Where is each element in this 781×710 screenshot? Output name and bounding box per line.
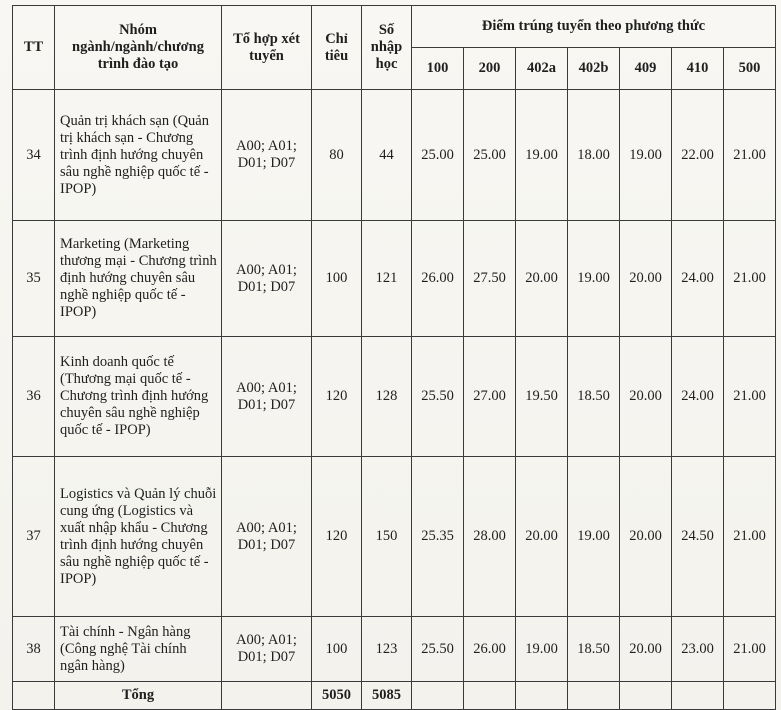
cell-score: 19.00	[620, 90, 672, 221]
cell-score: 23.00	[672, 617, 724, 682]
header-to-hop: Tổ hợp xét tuyển	[222, 6, 312, 90]
cell-nganh: Tài chính - Ngân hàng (Công nghệ Tài chính ngân hàng)	[55, 617, 222, 682]
table-row	[13, 90, 776, 221]
cell-score: 19.50	[516, 337, 568, 457]
cell-score: 21.00	[724, 457, 776, 617]
cell-score: 27.50	[464, 221, 516, 337]
header-method: 402b	[568, 48, 620, 90]
cell-score: 21.00	[724, 221, 776, 337]
cell-nganh: Quản trị khách sạn (Quản trị khách sạn - Chương trình định hướng chuyên sâu nghề nghiệp quốc tế - IPOP)	[55, 90, 222, 221]
cell-so-nhap-hoc: 44	[362, 90, 412, 221]
cell-so-nhap-hoc: 150	[362, 457, 412, 617]
cell-score: 19.00	[516, 617, 568, 682]
header-diem-group: Điểm trúng tuyển theo phương thức	[412, 6, 776, 48]
cell-score: 20.00	[516, 221, 568, 337]
cell-nganh: Marketing (Marketing thương mại - Chương trình định hướng chuyên sâu nghề nghiệp quốc tế - IPOP)	[55, 221, 222, 337]
cell-score: 18.50	[568, 617, 620, 682]
cell-so-nhap-hoc: 128	[362, 337, 412, 457]
cell-score: 24.00	[672, 221, 724, 337]
header-method: 402a	[516, 48, 568, 90]
cell-score: 19.00	[516, 90, 568, 221]
cell-score: 20.00	[516, 457, 568, 617]
cell-score: 19.00	[568, 221, 620, 337]
cell-score: 25.00	[412, 90, 464, 221]
header-method: 409	[620, 48, 672, 90]
cell-to-hop: A00; A01; D01; D07	[222, 90, 312, 221]
cell-score: 28.00	[464, 457, 516, 617]
cell-score: 25.00	[464, 90, 516, 221]
total-chi-tieu: 5050	[312, 682, 362, 710]
cell-score: 20.00	[620, 617, 672, 682]
cell-score: 24.50	[672, 457, 724, 617]
cell-nganh: Kinh doanh quốc tế (Thương mại quốc tế - Chương trình định hướng chuyên sâu nghề nghiệp quốc tế - IPOP)	[55, 337, 222, 457]
admission-scores-table	[12, 5, 776, 710]
cell-chi-tieu: 80	[312, 90, 362, 221]
cell-score: 18.00	[568, 90, 620, 221]
cell-score: 20.00	[620, 457, 672, 617]
header-method: 500	[724, 48, 776, 90]
header-tt: TT	[13, 6, 55, 90]
cell-score: 26.00	[464, 617, 516, 682]
cell-to-hop: A00; A01; D01; D07	[222, 221, 312, 337]
cell-tt: 37	[13, 457, 55, 617]
total-row	[13, 682, 776, 710]
cell-score: 20.00	[620, 337, 672, 457]
table-row	[13, 617, 776, 682]
header-chi-tieu: Chỉ tiêu	[312, 6, 362, 90]
header-method: 410	[672, 48, 724, 90]
cell-score: 27.00	[464, 337, 516, 457]
cell-tt: 36	[13, 337, 55, 457]
cell-score: 18.50	[568, 337, 620, 457]
cell-to-hop: A00; A01; D01; D07	[222, 337, 312, 457]
cell-so-nhap-hoc: 123	[362, 617, 412, 682]
cell-score: 21.00	[724, 90, 776, 221]
cell-score: 20.00	[620, 221, 672, 337]
total-label: Tổng	[55, 682, 222, 710]
cell-score: 21.00	[724, 617, 776, 682]
cell-tt: 34	[13, 90, 55, 221]
table-row	[13, 457, 776, 617]
cell-score: 21.00	[724, 337, 776, 457]
header-so-nhap-hoc: Số nhập học	[362, 6, 412, 90]
cell-score: 25.35	[412, 457, 464, 617]
cell-chi-tieu: 120	[312, 457, 362, 617]
cell-chi-tieu: 100	[312, 221, 362, 337]
header-method: 200	[464, 48, 516, 90]
table-row	[13, 337, 776, 457]
cell-to-hop: A00; A01; D01; D07	[222, 457, 312, 617]
cell-score: 19.00	[568, 457, 620, 617]
header-method: 100	[412, 48, 464, 90]
cell-nganh: Logistics và Quản lý chuỗi cung ứng (Logistics và xuất nhập khẩu - Chương trình định hướng chuyên sâu nghề nghiệp quốc tế - IPOP)	[55, 457, 222, 617]
cell-score: 25.50	[412, 617, 464, 682]
cell-chi-tieu: 120	[312, 337, 362, 457]
cell-tt: 38	[13, 617, 55, 682]
cell-chi-tieu: 100	[312, 617, 362, 682]
total-so-nhap-hoc: 5085	[362, 682, 412, 710]
table-row	[13, 221, 776, 337]
cell-score: 26.00	[412, 221, 464, 337]
cell-to-hop: A00; A01; D01; D07	[222, 617, 312, 682]
cell-score: 25.50	[412, 337, 464, 457]
header-nganh: Nhóm ngành/ngành/chương trình đào tạo	[55, 6, 222, 90]
cell-score: 24.00	[672, 337, 724, 457]
cell-score: 22.00	[672, 90, 724, 221]
cell-so-nhap-hoc: 121	[362, 221, 412, 337]
cell-tt: 35	[13, 221, 55, 337]
